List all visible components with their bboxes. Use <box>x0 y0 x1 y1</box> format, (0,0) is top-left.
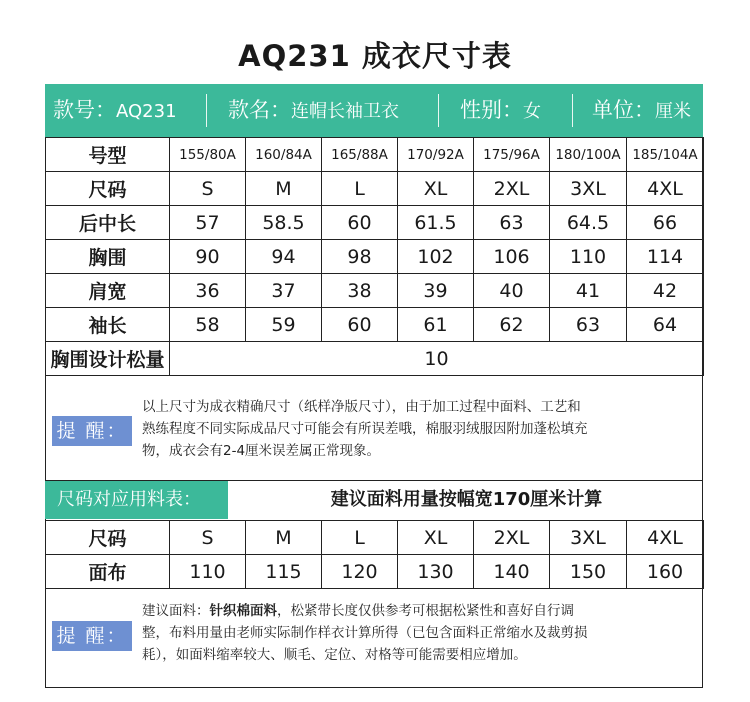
size-cell: L <box>322 172 398 206</box>
chest-row <box>46 240 704 274</box>
row-header: 面布 <box>46 555 170 589</box>
size-cell: 64.5 <box>550 206 627 240</box>
reminder-line: 物，成衣会有2-4厘米误差属正常现象。 <box>142 443 381 459</box>
material-cell: L <box>322 521 398 555</box>
reminder-line <box>142 600 698 622</box>
reminder-line: 耗），如面料缩率较大、顺毛、定位、对格等可能需要相应增加。 <box>142 647 527 663</box>
material-cell: 150 <box>550 555 627 589</box>
size-cell: 106 <box>474 240 550 274</box>
reminder-text <box>142 600 698 666</box>
row-header: 尺码 <box>46 172 170 206</box>
reminder-line-rest: ，松紧带长度仅供参考可根据松紧性和喜好自行调 <box>277 603 574 619</box>
size-cell: 40 <box>474 274 550 308</box>
header-divider <box>572 94 573 127</box>
gender-field <box>460 84 541 137</box>
ease-label: 胸围设计松量 <box>46 342 170 376</box>
back-length-row <box>46 206 704 240</box>
row-header: 号型 <box>46 138 170 172</box>
size-cell: 41 <box>550 274 627 308</box>
size-cell: XL <box>398 172 474 206</box>
size-cell: 180/100A <box>550 138 627 172</box>
unit-label: 单位： <box>592 98 655 122</box>
size-cell: 114 <box>627 240 704 274</box>
size-cell: 102 <box>398 240 474 274</box>
size-code-row <box>46 172 704 206</box>
material-cell: 4XL <box>627 521 704 555</box>
row-header: 尺码 <box>46 521 170 555</box>
size-cell: 64 <box>627 308 704 342</box>
size-cell: 165/88A <box>322 138 398 172</box>
material-cell: 110 <box>170 555 246 589</box>
gender-label: 性别： <box>460 98 523 122</box>
unit-value: 厘米 <box>655 101 691 122</box>
size-cell: 39 <box>398 274 474 308</box>
size-cell: 94 <box>246 240 322 274</box>
size-cell: 57 <box>170 206 246 240</box>
header-divider <box>438 94 439 127</box>
material-cell: 2XL <box>474 521 550 555</box>
material-cell: 160 <box>627 555 704 589</box>
unit-field <box>592 84 691 137</box>
size-cell: 42 <box>627 274 704 308</box>
size-cell: 170/92A <box>398 138 474 172</box>
fabric-row <box>46 555 704 589</box>
size-cell: 59 <box>246 308 322 342</box>
size-cell: 61 <box>398 308 474 342</box>
style-no-label: 款号： <box>53 98 116 122</box>
size-cell: 90 <box>170 240 246 274</box>
size-cell: 63 <box>550 308 627 342</box>
size-cell: 38 <box>322 274 398 308</box>
size-cell: 3XL <box>550 172 627 206</box>
ease-value: 10 <box>170 342 704 376</box>
material-cell: M <box>246 521 322 555</box>
fabric-type: 针织棉面料 <box>209 603 277 619</box>
row-header: 后中长 <box>46 206 170 240</box>
row-header: 胸围 <box>46 240 170 274</box>
material-cell: 140 <box>474 555 550 589</box>
reminder-badge: 提 醒： <box>52 416 132 446</box>
header-divider <box>206 94 207 127</box>
fabric-label: 建议面料： <box>142 603 210 619</box>
size-cell: 66 <box>627 206 704 240</box>
size-cell: 36 <box>170 274 246 308</box>
material-cell: 115 <box>246 555 322 589</box>
material-table <box>45 520 704 589</box>
size-cell: 110 <box>550 240 627 274</box>
material-cell: 120 <box>322 555 398 589</box>
size-cell: 60 <box>322 308 398 342</box>
material-cell: S <box>170 521 246 555</box>
material-cell: 130 <box>398 555 474 589</box>
size-cell: 185/104A <box>627 138 704 172</box>
style-no-value: AQ231 <box>116 101 177 122</box>
shoulder-row <box>46 274 704 308</box>
ease-row <box>46 342 704 376</box>
name-label: 款名： <box>228 98 291 122</box>
reminder-line: 整，布料用量由老师实际制作样衣计算所得（已包含面料正常缩水及裁剪损 <box>142 625 588 641</box>
size-cell: 98 <box>322 240 398 274</box>
reminder-line: 以上尺寸为成衣精确尺寸（纸样净版尺寸），由于加工过程中面料、工艺和 <box>142 399 581 415</box>
material-section-label: 尺码对应用料表： <box>45 481 228 519</box>
size-cell: 63 <box>474 206 550 240</box>
sleeve-row <box>46 308 704 342</box>
reminder-badge: 提 醒： <box>52 621 132 651</box>
material-cell: XL <box>398 521 474 555</box>
size-cell: 37 <box>246 274 322 308</box>
style-no-field <box>53 84 177 137</box>
size-cell: 175/96A <box>474 138 550 172</box>
name-value: 连帽长袖卫衣 <box>291 101 399 122</box>
size-cell: M <box>246 172 322 206</box>
row-header: 袖长 <box>46 308 170 342</box>
material-title: 建议面料用量按幅宽170厘米计算 <box>330 489 603 510</box>
row-header: 肩宽 <box>46 274 170 308</box>
header-bar <box>45 84 703 137</box>
size-spec-row <box>46 138 704 172</box>
material-cell: 3XL <box>550 521 627 555</box>
reminder-line: 熟练程度不同实际成品尺寸可能会有所误差哦，棉服羽绒服因附加蓬松填充 <box>142 421 588 437</box>
size-cell: 58 <box>170 308 246 342</box>
size-cell: 60 <box>322 206 398 240</box>
size-cell: 155/80A <box>170 138 246 172</box>
size-cell: 2XL <box>474 172 550 206</box>
reminder-note-2 <box>46 588 702 687</box>
size-cell: 160/84A <box>246 138 322 172</box>
reminder-note-1 <box>46 375 702 481</box>
name-field <box>228 84 399 137</box>
size-cell: 62 <box>474 308 550 342</box>
gender-value: 女 <box>523 101 541 122</box>
size-cell: 58.5 <box>246 206 322 240</box>
size-cell: 4XL <box>627 172 704 206</box>
size-cell: 61.5 <box>398 206 474 240</box>
reminder-text <box>142 396 698 462</box>
material-size-row <box>46 521 704 555</box>
size-table <box>45 137 704 376</box>
page-title: AQ231 成衣尺寸表 <box>238 39 512 73</box>
size-cell: S <box>170 172 246 206</box>
